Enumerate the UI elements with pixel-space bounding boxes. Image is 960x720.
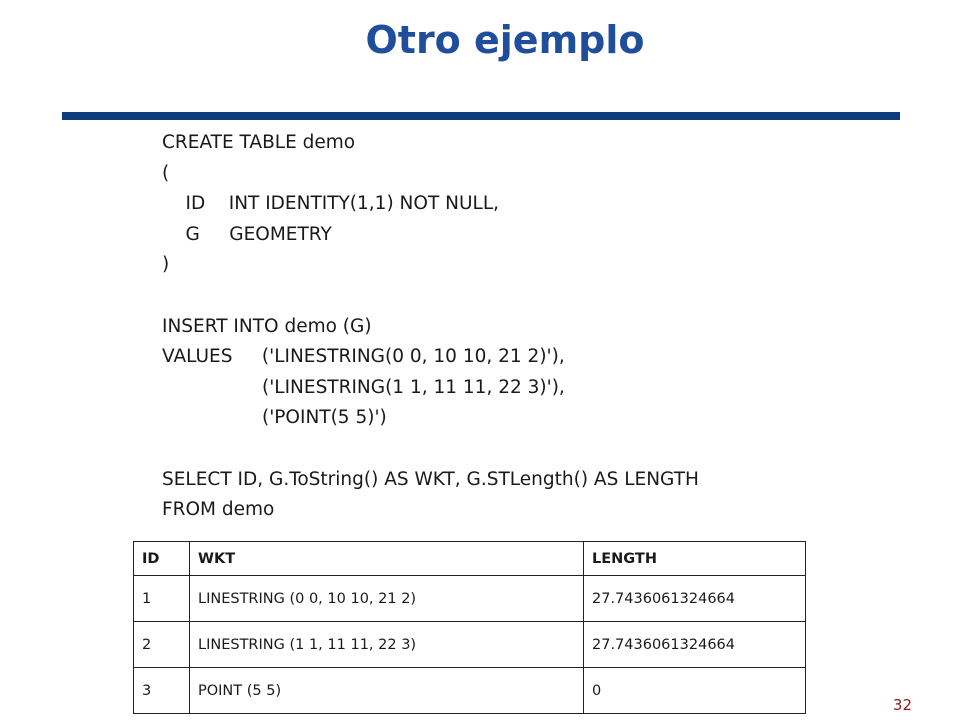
table-row bbox=[134, 668, 806, 714]
code-line: G GEOMETRY bbox=[162, 223, 332, 245]
code-line: ( bbox=[162, 162, 170, 184]
slide-title: Otro ejemplo bbox=[365, 18, 645, 62]
code-line: SELECT ID, G.ToString() AS WKT, G.STLength() AS LENGTH bbox=[162, 468, 699, 490]
title-underline-rule bbox=[62, 112, 900, 120]
code-line: VALUES ('LINESTRING(0 0, 10 10, 21 2)'), bbox=[162, 346, 565, 368]
header-wkt: WKT bbox=[190, 542, 584, 576]
sql-code-block bbox=[162, 128, 699, 526]
header-id: ID bbox=[134, 542, 190, 576]
cell-length: 0 bbox=[584, 668, 806, 714]
code-line: INSERT INTO demo (G) bbox=[162, 315, 372, 337]
code-line: FROM demo bbox=[162, 499, 275, 521]
cell-wkt: LINESTRING (1 1, 11 11, 22 3) bbox=[190, 622, 584, 668]
code-line: ('LINESTRING(1 1, 11 11, 22 3)'), bbox=[162, 376, 565, 398]
code-line: ('POINT(5 5)') bbox=[162, 407, 387, 429]
cell-wkt: POINT (5 5) bbox=[190, 668, 584, 714]
cell-length: 27.7436061324664 bbox=[584, 576, 806, 622]
header-length: LENGTH bbox=[584, 542, 806, 576]
table-header-row bbox=[134, 542, 806, 576]
table-row bbox=[134, 622, 806, 668]
code-line: CREATE TABLE demo bbox=[162, 132, 356, 153]
code-line: ) bbox=[162, 254, 170, 276]
cell-id: 2 bbox=[134, 622, 190, 668]
cell-id: 3 bbox=[134, 668, 190, 714]
code-line bbox=[162, 434, 699, 465]
page-number: 32 bbox=[892, 696, 912, 714]
cell-length: 27.7436061324664 bbox=[584, 622, 806, 668]
code-line bbox=[162, 281, 699, 312]
code-line: ID INT IDENTITY(1,1) NOT NULL, bbox=[162, 193, 500, 215]
query-result-table bbox=[133, 541, 806, 714]
cell-id: 1 bbox=[134, 576, 190, 622]
table-row bbox=[134, 576, 806, 622]
cell-wkt: LINESTRING (0 0, 10 10, 21 2) bbox=[190, 576, 584, 622]
